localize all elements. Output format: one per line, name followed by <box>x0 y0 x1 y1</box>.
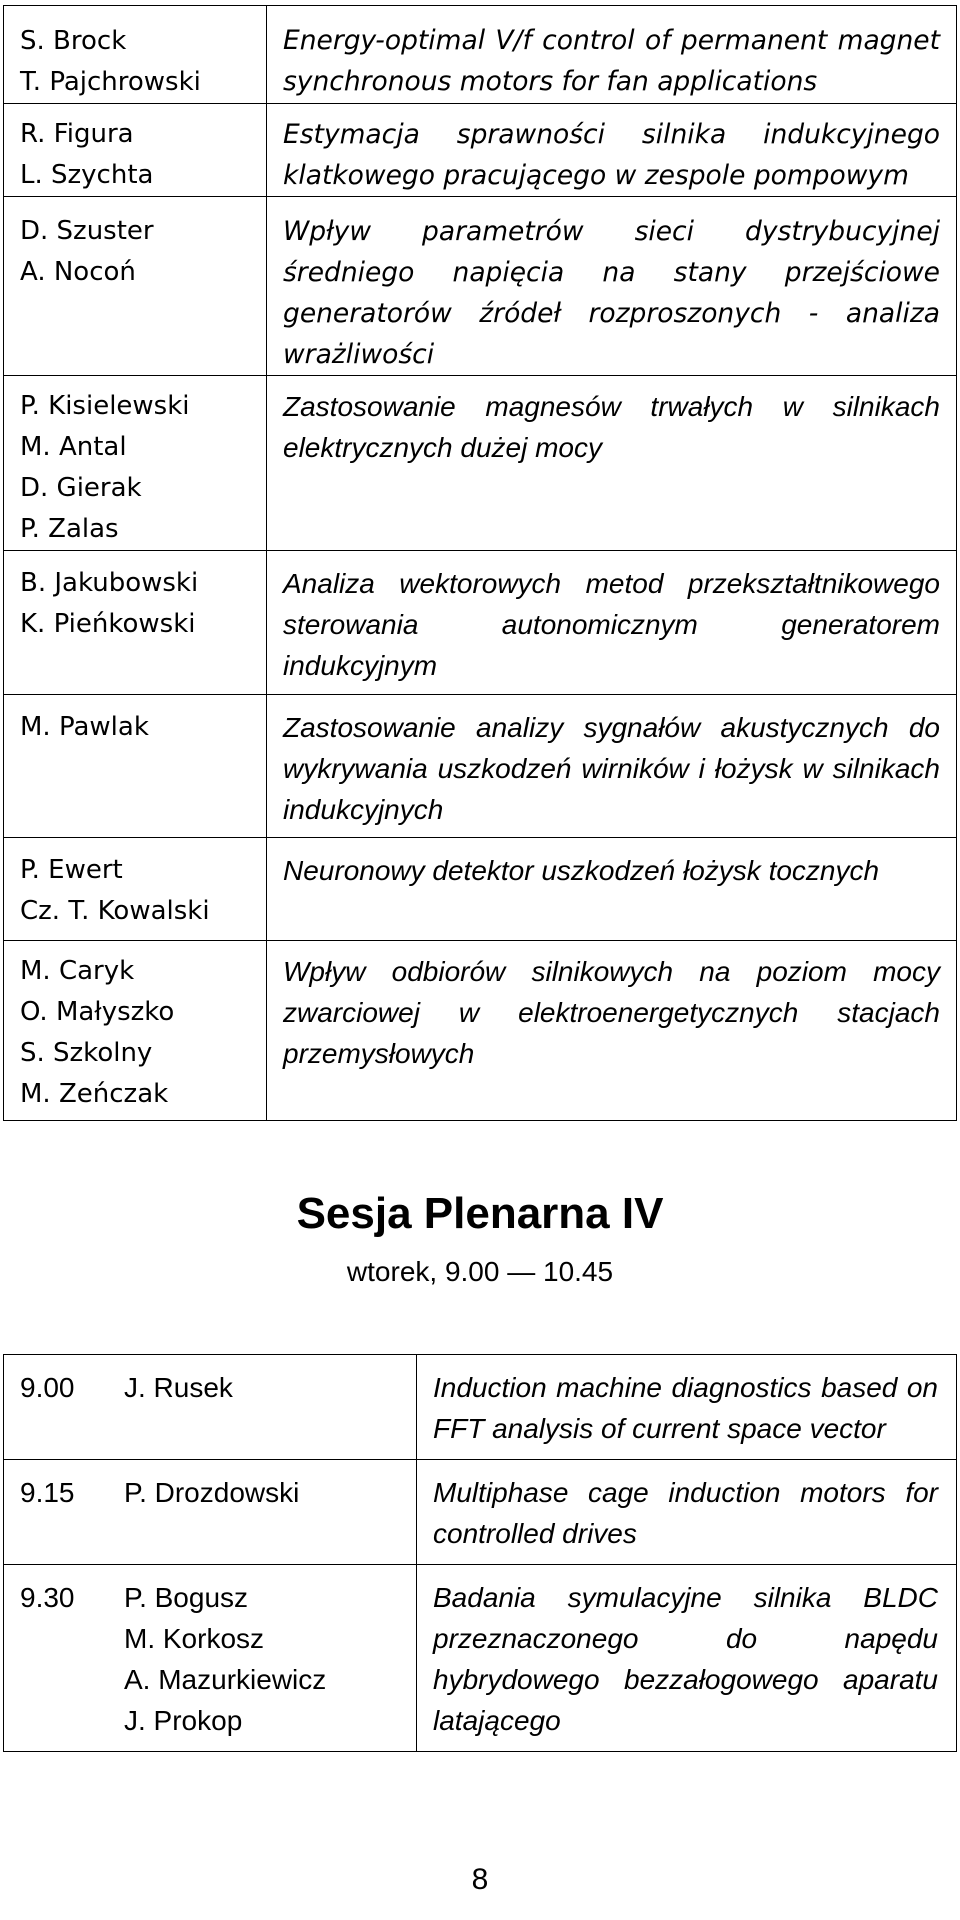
author-name: L. Szychta <box>20 160 154 190</box>
table-row <box>4 941 957 1121</box>
paper-title: Estymacja sprawności silnika indukcyjnego klatkowego pracującego w zespole pompowym <box>283 119 940 191</box>
paper-title: Wpływ parametrów sieci dystrybucyjnej średniego napięcia na stany przejściowe generatorów źródeł rozproszonych - analiza wrażliwości <box>283 216 940 370</box>
author-name: D. Szuster <box>20 216 154 246</box>
author-name: O. Małyszko <box>20 997 175 1027</box>
author-name: P. Zalas <box>20 514 119 544</box>
session-title: Sesja Plenarna IV <box>296 1189 664 1238</box>
author-name: M. Zeńczak <box>20 1079 169 1109</box>
table-row <box>4 695 957 838</box>
table-row <box>4 6 957 104</box>
author-list <box>124 1472 299 1513</box>
author-name: J. Rusek <box>124 1372 233 1403</box>
author-name: K. Pieńkowski <box>20 609 196 639</box>
author-name: M. Antal <box>20 432 127 462</box>
paper-title: Neuronowy detektor uszkodzeń łożysk tocznych <box>283 855 880 886</box>
author-list <box>4 6 266 103</box>
author-list <box>124 1367 233 1408</box>
table-row <box>4 838 957 941</box>
table-row <box>4 197 957 376</box>
author-name: P. Kisielewski <box>20 391 190 421</box>
table-row <box>4 104 957 197</box>
author-list <box>4 838 266 932</box>
author-list <box>4 376 266 550</box>
paper-title: Wpływ odbiorów silnikowych na poziom mocy zwarciowej w elektroenergetycznych stacjach przemysłowych <box>283 956 940 1069</box>
author-name: M. Caryk <box>20 956 135 986</box>
author-list <box>4 695 266 748</box>
paper-title: Badania symulacyjne silnika BLDC przeznaczonego do napędu hybrydowego bezzałogowego aparatu latającego <box>417 1565 957 1752</box>
paper-title: Energy-optimal V/f control of permanent magnet synchronous motors for fan applications <box>283 25 940 97</box>
author-name: Cz. T. Kowalski <box>20 896 210 926</box>
author-name: B. Jakubowski <box>20 568 199 598</box>
author-list <box>4 551 266 645</box>
author-name: R. Figura <box>20 119 134 149</box>
author-list <box>4 104 266 196</box>
author-name: P. Bogusz <box>124 1582 249 1613</box>
paper-title: Multiphase cage induction motors for controlled drives <box>417 1460 957 1565</box>
author-name: A. Nocoń <box>20 257 136 287</box>
author-name: P. Drozdowski <box>124 1477 300 1508</box>
author-name: S. Szkolny <box>20 1038 153 1068</box>
author-name: A. Mazurkiewicz <box>124 1664 327 1695</box>
table-row <box>4 1460 957 1565</box>
author-name: M. Korkosz <box>124 1623 265 1654</box>
talk-time: 9.30 <box>20 1582 75 1613</box>
author-list <box>4 197 266 293</box>
talk-time: 9.15 <box>20 1477 75 1508</box>
author-name: S. Brock <box>20 26 127 56</box>
author-list <box>124 1577 326 1741</box>
page-number: 8 <box>471 1863 489 1896</box>
author-list <box>4 941 266 1115</box>
table-row <box>4 551 957 695</box>
paper-title: Zastosowanie magnesów trwałych w silnikach elektrycznych dużej mocy <box>283 391 940 463</box>
plenary-table <box>3 1354 957 1752</box>
author-name: P. Ewert <box>20 855 123 885</box>
sessions-table <box>3 5 957 1121</box>
table-row <box>4 1355 957 1460</box>
talk-time: 9.00 <box>20 1372 75 1403</box>
paper-title: Zastosowanie analizy sygnałów akustycznych do wykrywania uszkodzeń wirników i łożysk w silnikach indukcyjnych <box>283 712 940 825</box>
session-time: wtorek, 9.00 — 10.45 <box>346 1256 614 1287</box>
author-name: D. Gierak <box>20 473 142 503</box>
author-name: J. Prokop <box>124 1705 243 1736</box>
paper-title: Analiza wektorowych metod przekształtnikowego sterowania autonomicznym generatorem indukcyjnym <box>283 568 940 681</box>
author-name: T. Pajchrowski <box>20 67 201 97</box>
paper-title: Induction machine diagnostics based on FFT analysis of current space vector <box>417 1355 957 1460</box>
table-row <box>4 1565 957 1752</box>
table-row <box>4 376 957 551</box>
author-name: M. Pawlak <box>20 712 149 742</box>
